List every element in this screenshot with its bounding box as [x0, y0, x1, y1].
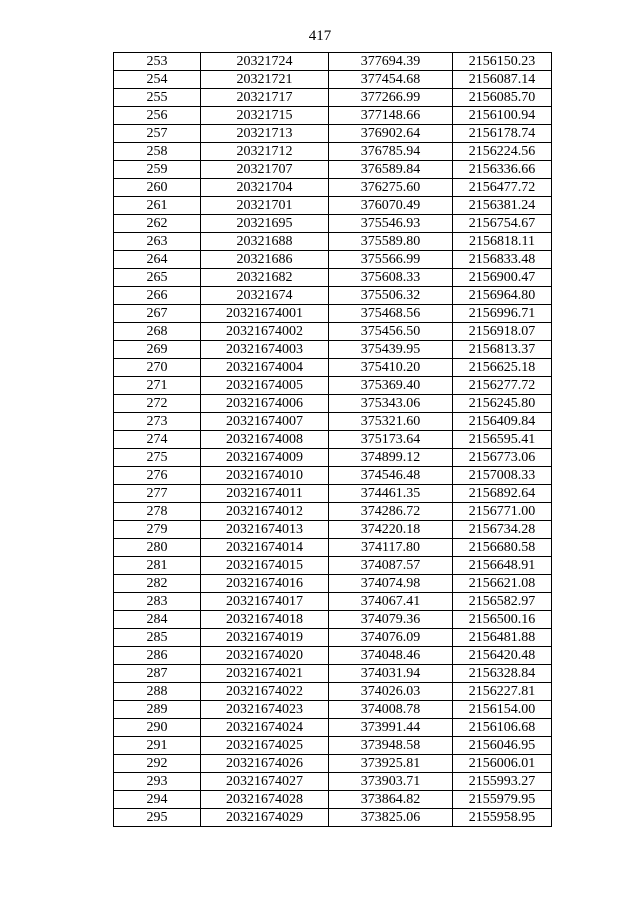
row-number-cell: 253 [114, 53, 201, 71]
y-coordinate-cell: 2156336.66 [453, 161, 552, 179]
y-coordinate-cell: 2156833.48 [453, 251, 552, 269]
point-id-cell: 20321674006 [201, 395, 329, 413]
x-coordinate-cell: 375506.32 [329, 287, 453, 305]
y-coordinate-cell: 2156328.84 [453, 665, 552, 683]
table-row [114, 809, 552, 827]
table-row [114, 341, 552, 359]
y-coordinate-cell: 2156680.58 [453, 539, 552, 557]
x-coordinate-cell: 374008.78 [329, 701, 453, 719]
table-row [114, 377, 552, 395]
x-coordinate-cell: 376785.94 [329, 143, 453, 161]
y-coordinate-cell: 2156500.16 [453, 611, 552, 629]
table-row [114, 593, 552, 611]
row-number-cell: 286 [114, 647, 201, 665]
x-coordinate-cell: 375608.33 [329, 269, 453, 287]
point-id-cell: 20321674026 [201, 755, 329, 773]
point-id-cell: 20321674001 [201, 305, 329, 323]
x-coordinate-cell: 374048.46 [329, 647, 453, 665]
x-coordinate-cell: 375410.20 [329, 359, 453, 377]
x-coordinate-cell: 375439.95 [329, 341, 453, 359]
table-row [114, 143, 552, 161]
table-row [114, 107, 552, 125]
point-id-cell: 20321682 [201, 269, 329, 287]
y-coordinate-cell: 2157008.33 [453, 467, 552, 485]
table-row [114, 233, 552, 251]
row-number-cell: 264 [114, 251, 201, 269]
y-coordinate-cell: 2156754.67 [453, 215, 552, 233]
point-id-cell: 20321717 [201, 89, 329, 107]
x-coordinate-cell: 375369.40 [329, 377, 453, 395]
y-coordinate-cell: 2156106.68 [453, 719, 552, 737]
table-row [114, 791, 552, 809]
y-coordinate-cell: 2156595.41 [453, 431, 552, 449]
table-row [114, 431, 552, 449]
table-row [114, 269, 552, 287]
y-coordinate-cell: 2156621.08 [453, 575, 552, 593]
row-number-cell: 295 [114, 809, 201, 827]
point-id-cell: 20321707 [201, 161, 329, 179]
row-number-cell: 271 [114, 377, 201, 395]
table-row [114, 305, 552, 323]
row-number-cell: 265 [114, 269, 201, 287]
point-id-cell: 20321674009 [201, 449, 329, 467]
x-coordinate-cell: 375456.50 [329, 323, 453, 341]
point-id-cell: 20321688 [201, 233, 329, 251]
point-id-cell: 20321674018 [201, 611, 329, 629]
y-coordinate-cell: 2156918.07 [453, 323, 552, 341]
x-coordinate-cell: 373825.06 [329, 809, 453, 827]
table-row [114, 125, 552, 143]
y-coordinate-cell: 2156582.97 [453, 593, 552, 611]
y-coordinate-cell: 2156964.80 [453, 287, 552, 305]
table-row [114, 449, 552, 467]
table-row [114, 197, 552, 215]
y-coordinate-cell: 2156773.06 [453, 449, 552, 467]
y-coordinate-cell: 2156420.48 [453, 647, 552, 665]
row-number-cell: 262 [114, 215, 201, 233]
point-id-cell: 20321674008 [201, 431, 329, 449]
x-coordinate-cell: 374074.98 [329, 575, 453, 593]
table-row [114, 575, 552, 593]
point-id-cell: 20321674020 [201, 647, 329, 665]
row-number-cell: 266 [114, 287, 201, 305]
y-coordinate-cell: 2156178.74 [453, 125, 552, 143]
table-row [114, 323, 552, 341]
y-coordinate-cell: 2155993.27 [453, 773, 552, 791]
row-number-cell: 288 [114, 683, 201, 701]
point-id-cell: 20321715 [201, 107, 329, 125]
x-coordinate-cell: 375546.93 [329, 215, 453, 233]
table-row [114, 737, 552, 755]
x-coordinate-cell: 374031.94 [329, 665, 453, 683]
coordinates-table [113, 52, 552, 827]
y-coordinate-cell: 2156813.37 [453, 341, 552, 359]
table-row [114, 53, 552, 71]
x-coordinate-cell: 374461.35 [329, 485, 453, 503]
table-row [114, 359, 552, 377]
x-coordinate-cell: 375589.80 [329, 233, 453, 251]
point-id-cell: 20321674027 [201, 773, 329, 791]
x-coordinate-cell: 375468.56 [329, 305, 453, 323]
y-coordinate-cell: 2156481.88 [453, 629, 552, 647]
x-coordinate-cell: 375173.64 [329, 431, 453, 449]
y-coordinate-cell: 2156996.71 [453, 305, 552, 323]
row-number-cell: 258 [114, 143, 201, 161]
row-number-cell: 257 [114, 125, 201, 143]
y-coordinate-cell: 2156381.24 [453, 197, 552, 215]
row-number-cell: 285 [114, 629, 201, 647]
x-coordinate-cell: 374026.03 [329, 683, 453, 701]
point-id-cell: 20321674013 [201, 521, 329, 539]
row-number-cell: 273 [114, 413, 201, 431]
y-coordinate-cell: 2156625.18 [453, 359, 552, 377]
y-coordinate-cell: 2156734.28 [453, 521, 552, 539]
x-coordinate-cell: 377454.68 [329, 71, 453, 89]
table-row [114, 701, 552, 719]
x-coordinate-cell: 374286.72 [329, 503, 453, 521]
table-row [114, 179, 552, 197]
point-id-cell: 20321674005 [201, 377, 329, 395]
x-coordinate-cell: 373991.44 [329, 719, 453, 737]
row-number-cell: 269 [114, 341, 201, 359]
point-id-cell: 20321674007 [201, 413, 329, 431]
table-row [114, 467, 552, 485]
x-coordinate-cell: 375343.06 [329, 395, 453, 413]
x-coordinate-cell: 377694.39 [329, 53, 453, 71]
row-number-cell: 272 [114, 395, 201, 413]
row-number-cell: 294 [114, 791, 201, 809]
row-number-cell: 287 [114, 665, 201, 683]
row-number-cell: 276 [114, 467, 201, 485]
table-row [114, 629, 552, 647]
x-coordinate-cell: 376275.60 [329, 179, 453, 197]
x-coordinate-cell: 373864.82 [329, 791, 453, 809]
y-coordinate-cell: 2156224.56 [453, 143, 552, 161]
x-coordinate-cell: 374117.80 [329, 539, 453, 557]
y-coordinate-cell: 2155958.95 [453, 809, 552, 827]
row-number-cell: 291 [114, 737, 201, 755]
x-coordinate-cell: 373903.71 [329, 773, 453, 791]
table-row [114, 161, 552, 179]
row-number-cell: 267 [114, 305, 201, 323]
row-number-cell: 289 [114, 701, 201, 719]
point-id-cell: 20321674002 [201, 323, 329, 341]
row-number-cell: 263 [114, 233, 201, 251]
row-number-cell: 261 [114, 197, 201, 215]
point-id-cell: 20321674021 [201, 665, 329, 683]
x-coordinate-cell: 374067.41 [329, 593, 453, 611]
point-id-cell: 20321674003 [201, 341, 329, 359]
table-row [114, 89, 552, 107]
row-number-cell: 278 [114, 503, 201, 521]
y-coordinate-cell: 2156046.95 [453, 737, 552, 755]
point-id-cell: 20321713 [201, 125, 329, 143]
point-id-cell: 20321695 [201, 215, 329, 233]
row-number-cell: 268 [114, 323, 201, 341]
point-id-cell: 20321701 [201, 197, 329, 215]
table-row [114, 251, 552, 269]
point-id-cell: 20321674004 [201, 359, 329, 377]
y-coordinate-cell: 2156245.80 [453, 395, 552, 413]
point-id-cell: 20321712 [201, 143, 329, 161]
table-row [114, 557, 552, 575]
x-coordinate-cell: 376902.64 [329, 125, 453, 143]
row-number-cell: 277 [114, 485, 201, 503]
row-number-cell: 283 [114, 593, 201, 611]
x-coordinate-cell: 374076.09 [329, 629, 453, 647]
table-row [114, 395, 552, 413]
y-coordinate-cell: 2156154.00 [453, 701, 552, 719]
table-row [114, 665, 552, 683]
y-coordinate-cell: 2156409.84 [453, 413, 552, 431]
x-coordinate-cell: 375321.60 [329, 413, 453, 431]
point-id-cell: 20321674011 [201, 485, 329, 503]
y-coordinate-cell: 2156006.01 [453, 755, 552, 773]
point-id-cell: 20321674019 [201, 629, 329, 647]
table-row [114, 773, 552, 791]
point-id-cell: 20321674014 [201, 539, 329, 557]
row-number-cell: 260 [114, 179, 201, 197]
row-number-cell: 270 [114, 359, 201, 377]
x-coordinate-cell: 374546.48 [329, 467, 453, 485]
y-coordinate-cell: 2156648.91 [453, 557, 552, 575]
y-coordinate-cell: 2156227.81 [453, 683, 552, 701]
row-number-cell: 281 [114, 557, 201, 575]
table-row [114, 215, 552, 233]
table-row [114, 647, 552, 665]
x-coordinate-cell: 374079.36 [329, 611, 453, 629]
row-number-cell: 280 [114, 539, 201, 557]
table-row [114, 539, 552, 557]
page-number: 417 [308, 28, 332, 44]
row-number-cell: 255 [114, 89, 201, 107]
row-number-cell: 282 [114, 575, 201, 593]
table-row [114, 521, 552, 539]
y-coordinate-cell: 2156277.72 [453, 377, 552, 395]
row-number-cell: 274 [114, 431, 201, 449]
row-number-cell: 254 [114, 71, 201, 89]
y-coordinate-cell: 2156892.64 [453, 485, 552, 503]
point-id-cell: 20321674028 [201, 791, 329, 809]
x-coordinate-cell: 377266.99 [329, 89, 453, 107]
x-coordinate-cell: 377148.66 [329, 107, 453, 125]
row-number-cell: 293 [114, 773, 201, 791]
y-coordinate-cell: 2156771.00 [453, 503, 552, 521]
point-id-cell: 20321721 [201, 71, 329, 89]
point-id-cell: 20321674010 [201, 467, 329, 485]
point-id-cell: 20321724 [201, 53, 329, 71]
point-id-cell: 20321674016 [201, 575, 329, 593]
y-coordinate-cell: 2156087.14 [453, 71, 552, 89]
row-number-cell: 256 [114, 107, 201, 125]
row-number-cell: 275 [114, 449, 201, 467]
row-number-cell: 284 [114, 611, 201, 629]
point-id-cell: 20321674029 [201, 809, 329, 827]
point-id-cell: 20321674012 [201, 503, 329, 521]
point-id-cell: 20321674023 [201, 701, 329, 719]
point-id-cell: 20321674 [201, 287, 329, 305]
row-number-cell: 279 [114, 521, 201, 539]
row-number-cell: 290 [114, 719, 201, 737]
y-coordinate-cell: 2155979.95 [453, 791, 552, 809]
row-number-cell: 292 [114, 755, 201, 773]
coordinates-table-body [114, 53, 552, 827]
x-coordinate-cell: 374220.18 [329, 521, 453, 539]
table-row [114, 683, 552, 701]
table-row [114, 413, 552, 431]
y-coordinate-cell: 2156818.11 [453, 233, 552, 251]
y-coordinate-cell: 2156900.47 [453, 269, 552, 287]
y-coordinate-cell: 2156150.23 [453, 53, 552, 71]
y-coordinate-cell: 2156100.94 [453, 107, 552, 125]
table-row [114, 503, 552, 521]
table-row [114, 611, 552, 629]
x-coordinate-cell: 374899.12 [329, 449, 453, 467]
point-id-cell: 20321674025 [201, 737, 329, 755]
point-id-cell: 20321674017 [201, 593, 329, 611]
x-coordinate-cell: 375566.99 [329, 251, 453, 269]
point-id-cell: 20321674015 [201, 557, 329, 575]
y-coordinate-cell: 2156085.70 [453, 89, 552, 107]
table-row [114, 287, 552, 305]
table-row [114, 485, 552, 503]
x-coordinate-cell: 373925.81 [329, 755, 453, 773]
row-number-cell: 259 [114, 161, 201, 179]
point-id-cell: 20321674022 [201, 683, 329, 701]
table-row [114, 719, 552, 737]
table-row [114, 71, 552, 89]
x-coordinate-cell: 373948.58 [329, 737, 453, 755]
table-row [114, 755, 552, 773]
x-coordinate-cell: 376589.84 [329, 161, 453, 179]
point-id-cell: 20321686 [201, 251, 329, 269]
y-coordinate-cell: 2156477.72 [453, 179, 552, 197]
x-coordinate-cell: 376070.49 [329, 197, 453, 215]
point-id-cell: 20321674024 [201, 719, 329, 737]
point-id-cell: 20321704 [201, 179, 329, 197]
x-coordinate-cell: 374087.57 [329, 557, 453, 575]
